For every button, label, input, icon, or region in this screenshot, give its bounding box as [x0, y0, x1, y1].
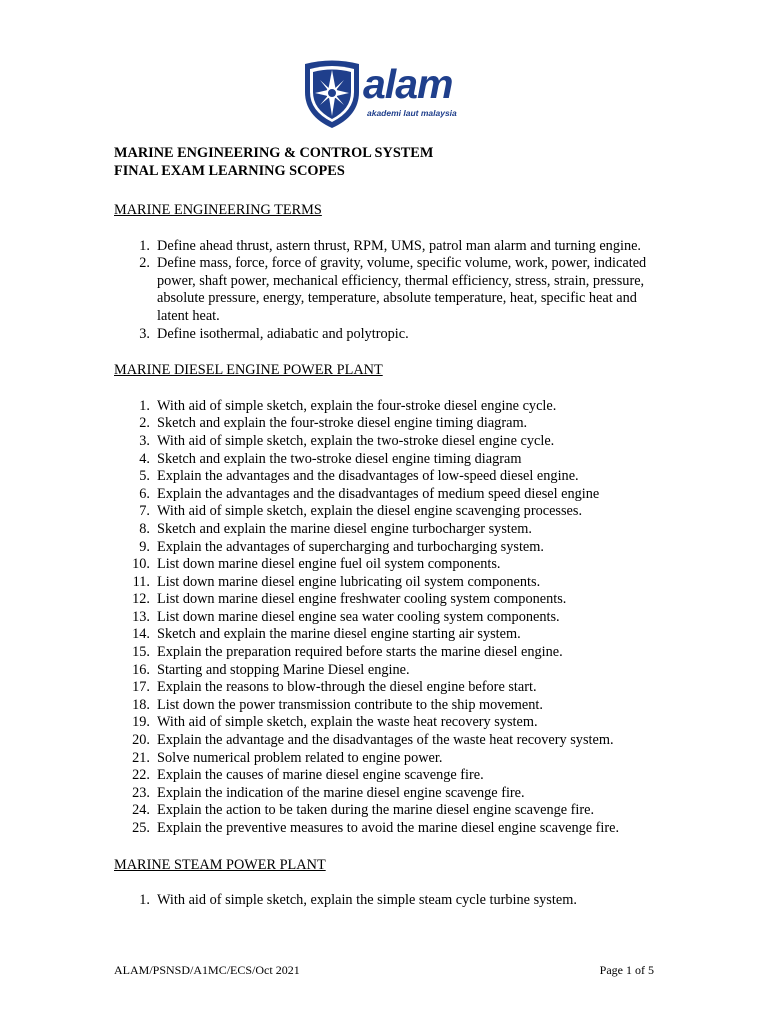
compass-shield-icon	[301, 58, 363, 130]
list-item	[114, 767, 659, 785]
list-item	[114, 415, 659, 433]
item-number: 14.	[132, 626, 150, 643]
list-item	[114, 398, 659, 416]
item-number: 7.	[139, 503, 150, 520]
list-item	[114, 697, 659, 715]
item-number: 1.	[139, 237, 150, 254]
list-item	[114, 451, 659, 469]
item-text: Explain the action to be taken during the marine diesel engine scavenge fire.	[157, 802, 595, 819]
item-number: 15.	[132, 644, 150, 661]
list-item	[114, 326, 659, 344]
item-text: Starting and stopping Marine Diesel engine.	[157, 661, 410, 678]
diesel-engine-list	[114, 398, 659, 838]
logo-tagline: akademi laut malaysia	[367, 108, 457, 118]
item-text: With aid of simple sketch, explain the two-stroke diesel engine cycle.	[157, 432, 555, 449]
item-number: 24.	[132, 802, 150, 819]
item-number: 2.	[139, 415, 150, 432]
item-text: Explain the indication of the marine diesel engine scavenge fire.	[157, 784, 525, 801]
item-number: 9.	[139, 538, 150, 555]
item-text: Sketch and explain the marine diesel engine turbocharger system.	[157, 520, 532, 537]
item-text: Sketch and explain the marine diesel engine starting air system.	[157, 626, 521, 643]
item-text: Explain the advantages and the disadvantages of medium speed diesel engine	[157, 485, 600, 502]
item-number: 2.	[139, 255, 150, 272]
item-number: 12.	[132, 591, 150, 608]
list-item	[114, 785, 659, 803]
list-item	[114, 574, 659, 592]
title-line-2: FINAL EXAM LEARNING SCOPES	[114, 163, 345, 179]
item-number: 17.	[132, 679, 150, 696]
section-heading-engineering-terms: MARINE ENGINEERING TERMS	[114, 202, 322, 218]
item-text: List down marine diesel engine freshwater cooling system components.	[157, 591, 567, 608]
item-text: Explain the preparation required before starts the marine diesel engine.	[157, 644, 563, 661]
item-text: With aid of simple sketch, explain the simple steam cycle turbine system.	[157, 892, 577, 909]
item-text: List down marine diesel engine lubricating oil system components.	[157, 573, 541, 590]
list-item	[114, 714, 659, 732]
list-item	[114, 662, 659, 680]
list-item	[114, 626, 659, 644]
item-number: 25.	[132, 820, 150, 836]
footer-page-number: Page 1 of 5	[599, 963, 654, 977]
list-item	[114, 892, 659, 910]
item-text: List down marine diesel engine sea water cooling system components.	[157, 608, 560, 625]
list-item	[114, 732, 659, 750]
list-item	[114, 556, 659, 574]
list-item	[114, 521, 659, 539]
list-item	[114, 468, 659, 486]
list-item	[114, 609, 659, 627]
engineering-terms-list	[114, 238, 659, 344]
item-text: Explain the reasons to blow-through the diesel engine before start.	[157, 679, 537, 696]
item-text: Explain the advantages of supercharging and turbocharging system.	[157, 538, 544, 555]
alam-logo	[301, 58, 467, 130]
section-heading-diesel-engine: MARINE DIESEL ENGINE POWER PLANT	[114, 362, 383, 379]
logo-wordmark: alam	[363, 61, 453, 107]
item-number: 4.	[139, 450, 150, 467]
list-item	[114, 255, 659, 325]
list-item	[114, 802, 659, 820]
item-text: With aid of simple sketch, explain the waste heat recovery system.	[157, 714, 538, 731]
item-number: 18.	[132, 696, 150, 713]
list-item	[114, 679, 659, 697]
item-text: List down the power transmission contribute to the ship movement.	[157, 696, 543, 713]
item-text: Explain the preventive measures to avoid the marine diesel engine scavenge fire.	[157, 820, 620, 836]
item-text: With aid of simple sketch, explain the four-stroke diesel engine cycle.	[157, 397, 557, 414]
item-text: Solve numerical problem related to engine power.	[157, 749, 443, 766]
item-number: 20.	[132, 732, 150, 749]
item-number: 3.	[139, 432, 150, 449]
item-text: Explain the causes of marine diesel engine scavenge fire.	[157, 767, 484, 784]
list-item	[114, 644, 659, 662]
steam-power-plant-list	[114, 892, 659, 910]
item-number: 21.	[132, 749, 150, 766]
footer-document-code: ALAM/PSNSD/A1MC/ECS/Oct 2021	[114, 963, 300, 977]
list-item	[114, 820, 659, 838]
list-item	[114, 486, 659, 504]
item-number: 19.	[132, 714, 150, 731]
item-text: List down marine diesel engine fuel oil system components.	[157, 556, 501, 573]
list-item	[114, 433, 659, 451]
item-number: 1.	[139, 892, 150, 909]
list-item	[114, 591, 659, 609]
item-text: Define ahead thrust, astern thrust, RPM, UMS, patrol man alarm and turning engine.	[157, 237, 642, 254]
item-number: 13.	[132, 608, 150, 625]
title-line-1: MARINE ENGINEERING & CONTROL SYSTEM	[114, 145, 434, 161]
item-text: Explain the advantage and the disadvantages of the waste heat recovery system.	[157, 732, 614, 749]
list-item	[114, 238, 659, 256]
item-number: 16.	[132, 661, 150, 678]
item-number: 5.	[139, 468, 150, 485]
item-number: 11.	[132, 573, 150, 590]
item-text: Explain the advantages and the disadvantages of low-speed diesel engine.	[157, 468, 579, 485]
item-text: With aid of simple sketch, explain the diesel engine scavenging processes.	[157, 503, 583, 520]
item-number: 3.	[139, 325, 150, 342]
section-heading-steam-power-plant: MARINE STEAM POWER PLANT	[114, 856, 326, 873]
item-number: 23.	[132, 784, 150, 801]
list-item	[114, 539, 659, 557]
item-text: Sketch and explain the two-stroke diesel engine timing diagram	[157, 450, 522, 467]
item-number: 8.	[139, 520, 150, 537]
list-item	[114, 503, 659, 521]
document-body	[114, 144, 659, 910]
item-text: Sketch and explain the four-stroke diesel engine timing diagram.	[157, 415, 528, 432]
item-number: 6.	[139, 485, 150, 502]
document-title	[114, 144, 659, 180]
item-number: 10.	[132, 556, 150, 573]
item-number: 1.	[139, 397, 150, 414]
list-item	[114, 750, 659, 768]
item-number: 22.	[132, 767, 150, 784]
item-text: Define isothermal, adiabatic and polytropic.	[157, 325, 409, 342]
item-text: Define mass, force, force of gravity, volume, specific volume, work, power, indicated power, shaft power, mechanical efficiency, thermal efficiency, stress, strain, pressure, absolute pressure, energy, temperature, absolute temperature, heat, specific heat and latent heat.	[157, 255, 647, 324]
